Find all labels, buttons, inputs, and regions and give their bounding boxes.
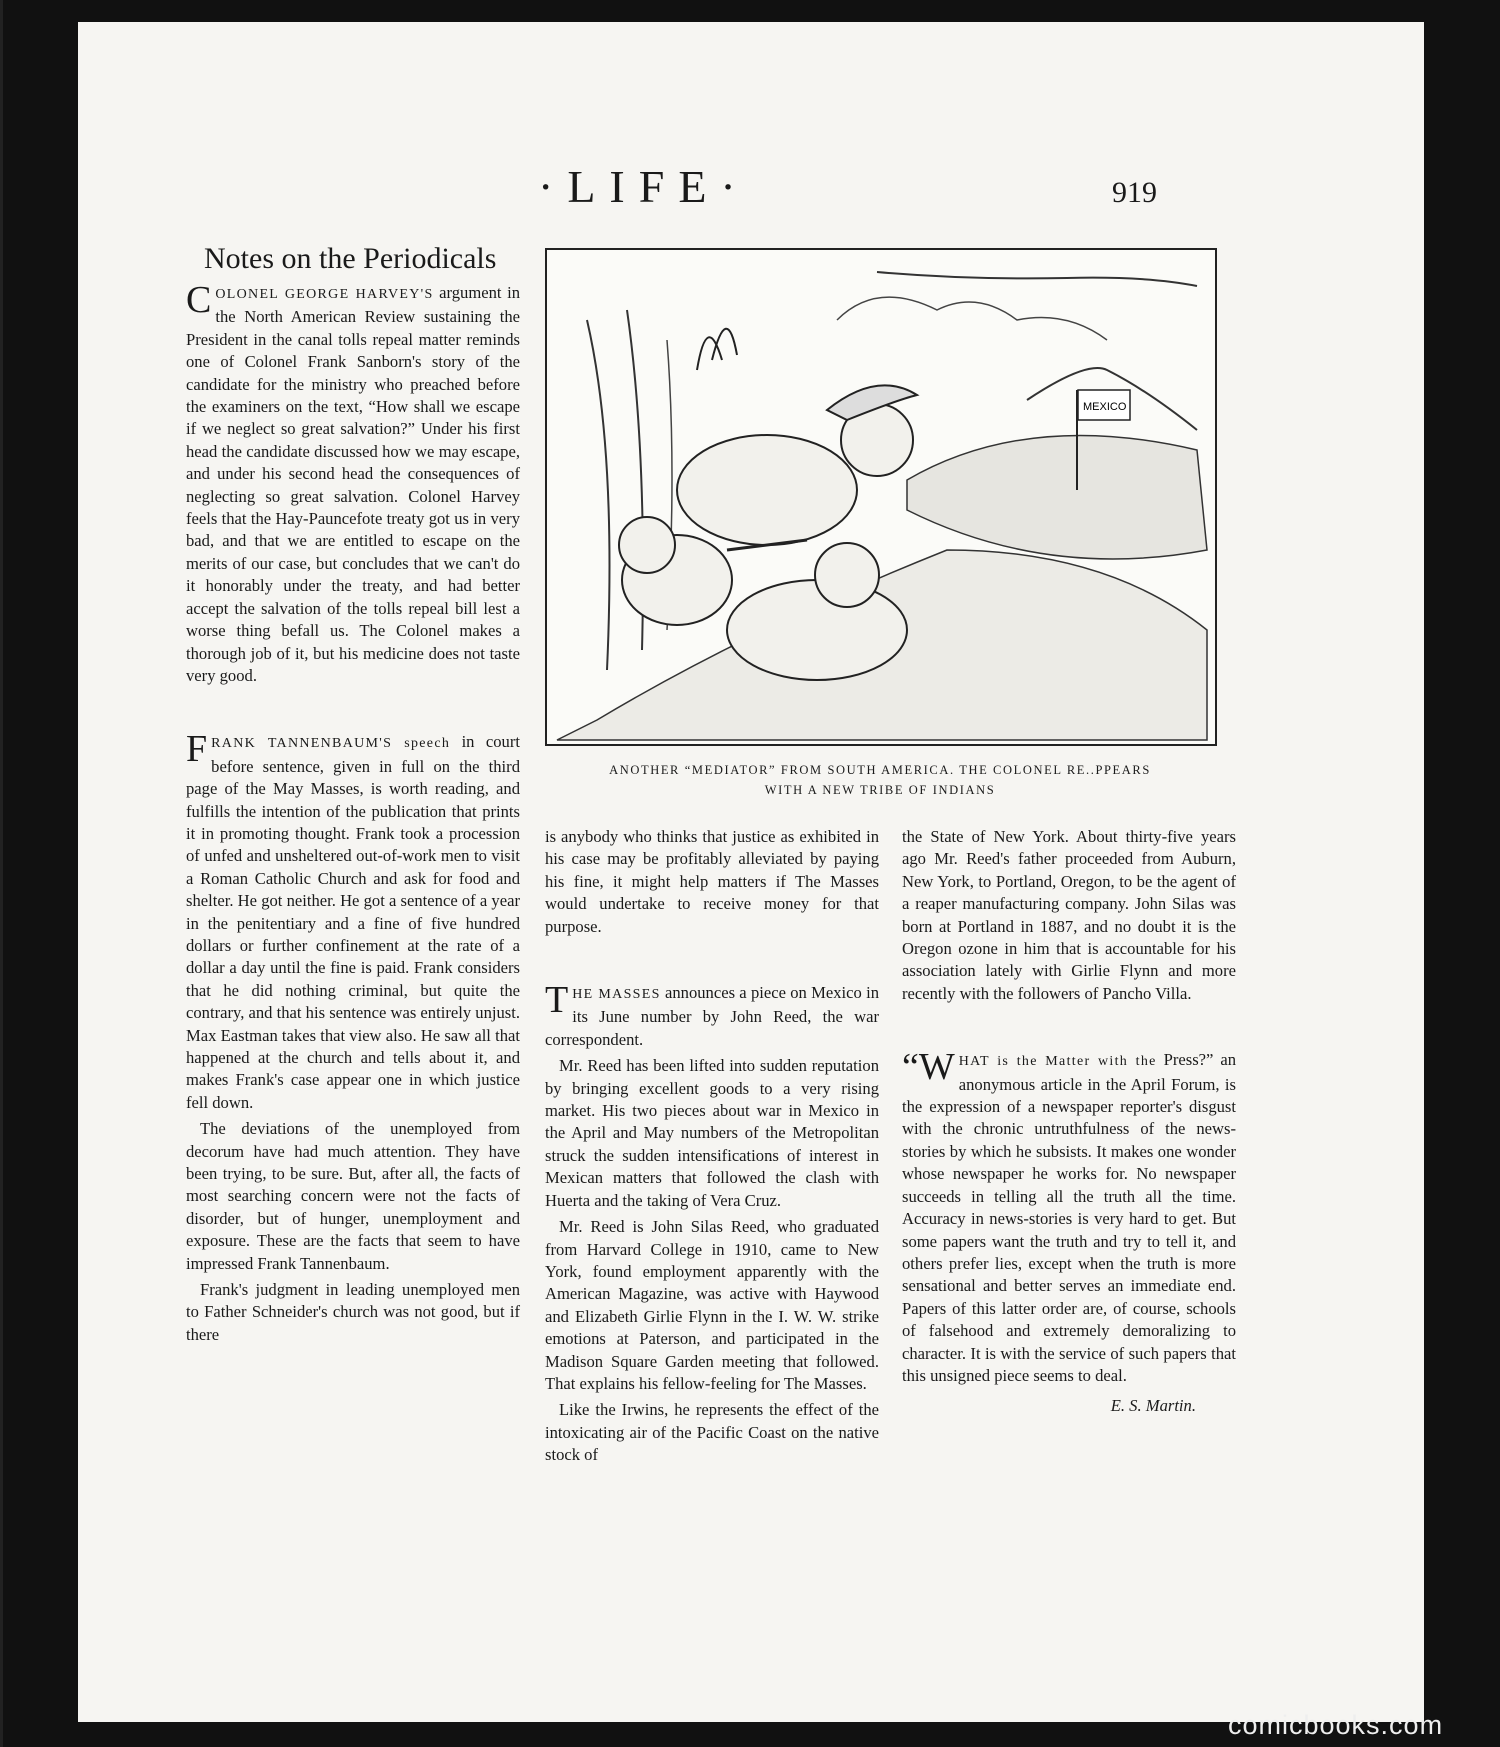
paragraph	[545, 979, 879, 1051]
paragraph: The deviations of the unemployed from decorum have had much attention. They have been trying, to be sure. But, after all, the facts of most searching concern were not the facts of disorder, but of hunger, unemployment and exposure. These are the facts that seem to have impressed Frank Tannenbaum.	[186, 1119, 520, 1273]
caption-line: ANOTHER “MEDIATOR” FROM SOUTH AMERICA. THE COLONEL RE..PPEARS	[609, 763, 1151, 777]
binding-edge	[0, 0, 3, 1747]
drop-cap: C	[186, 279, 212, 321]
paragraph: Like the Irwins, he represents the effect of the intoxicating air of the Pacific Coast on the native stock of	[545, 1400, 879, 1465]
author-signature: E. S. Martin.	[1110, 1396, 1196, 1416]
masthead: ·LIFE·	[538, 161, 750, 212]
article-title: Notes on the Periodicals	[204, 242, 497, 275]
paragraph	[186, 279, 521, 687]
paragraph-text: in court before sentence, given in full on the third page of the May Masses, is worth reading, and fulfills the intention of the publication that prints it in promoting thought. Frank took a procession of unfed and unsheltered out-of-work men to visit a Roman Catholic Church and ask for food and shelter. He got neither. He got a sentence of a year in the penitentiary and a fine of five hundred dollars or further confinement at the rate of a dollar a day until the fine is paid. Frank considers that he did nothing criminal, but quite the contrary, and that his sentence was entirely unjust. Max Eastman takes that view also. He saw all that happened at the church and tells about it, and makes Frank's case appear one in which justice fell down.	[186, 732, 520, 1112]
paragraph-text: argument in the North American Review sustaining the President in the canal tolls repeal matter reminds one of Colonel Frank Sanborn's story of the candidate for the ministry who preached before the examiners on the text, “How shall we escape if we neglect so great salvation?” Under his first head the candidate discussed how we may escape, and under his second head the consequences of neglecting so great salvation. Colonel Harvey feels that the Hay-Pauncefote treaty got us in very bad, and that we are entitled to escape on the merits of our case, but concludes that we can't do it honorably under the treaty, and had better accept the salvation of the tolls repeal bill lest a worse thing befall us. The Colonel makes a thorough job of it, but his medicine does not taste very good.	[186, 283, 521, 685]
drop-cap: T	[545, 979, 569, 1022]
paragraph	[186, 728, 520, 1114]
cartoon-drawing	[547, 250, 1215, 744]
lead-in: HAT is the Matter with the	[958, 1054, 1157, 1070]
cartoon-illustration	[545, 248, 1217, 746]
illustration-caption	[540, 760, 1220, 800]
lead-in: RANK TANNENBAUM'S speech	[211, 736, 451, 752]
paragraph	[902, 1046, 1236, 1387]
paragraph: the State of New York. About thirty-five years ago Mr. Reed's father proceeded from Auburn, New York, to Portland, Oregon, to be the agent of a reaper manufacturing company. John Silas was born at Portland in 1887, and no doubt it is the Oregon ozone in him that is accountable for his association lately with Girlie Flynn and more recently with the followers of Pancho Villa.	[902, 827, 1236, 1003]
drop-cap: F	[186, 728, 208, 771]
paragraph: Frank's judgment in leading unemployed men to Father Schneider's church was not good, but if there	[186, 1280, 520, 1344]
paragraph-text: Press?” an anonymous article in the April Forum, is the expression of a newspaper reporter's disgust with the chronic untruthfulness of the news-stories by which he subsists. It makes one wonder whose newspaper he works for. No newspaper succeeds in telling all the truth all the time. Accuracy in news-stories is very hard to get. But some papers want the truth and try to tell it, and others prefer lies, except when the truth is more sensational and better serves an immediate end. Papers of this latter order are, of course, schools of falsehood and extremely demoralizing to character. It is with the service of such papers that this unsigned piece seems to deal.	[902, 1050, 1236, 1385]
lead-in: OLONEL GEORGE HARVEY'S	[215, 287, 434, 302]
drop-cap: “W	[902, 1046, 955, 1089]
paragraph-text: announces a piece on Mexico in its June number by John Reed, the war correspondent.	[545, 983, 879, 1049]
flag-label: MEXICO	[1083, 401, 1127, 413]
paragraph: Mr. Reed is John Silas Reed, who graduated from Harvard College in 1910, came to New York, found employment apparently with the American Magazine, was active with Haywood and Elizabeth Girlie Flynn in the I. W. W. strike emotions at Paterson, and participated in the Madison Square Garden meeting that followed. That explains his fellow-feeling for The Masses.	[545, 1217, 879, 1393]
page-number: 919	[1112, 176, 1157, 209]
caption-line: WITH A NEW TRIBE OF INDIANS	[764, 783, 996, 797]
column-3	[902, 826, 1236, 1418]
lead-in: HE MASSES	[572, 987, 661, 1003]
paragraph: is anybody who thinks that justice as exhibited in his case may be profitably alleviated by paying his fine, it might help matters if The Masses would undertake to receive money for that purpose.	[545, 827, 879, 936]
watermark: comicbooks.com	[1228, 1710, 1444, 1740]
column-1	[186, 240, 520, 1350]
column-2	[545, 826, 879, 1471]
paragraph: Mr. Reed has been lifted into sudden reputation by bringing excellent goods to a very rising market. His two pieces about war in Mexico in the April and May numbers of the Metropolitan struck the sudden intensifications of interest in Mexican matters that followed the clash with Huerta and the taking of Vera Cruz.	[545, 1056, 879, 1210]
